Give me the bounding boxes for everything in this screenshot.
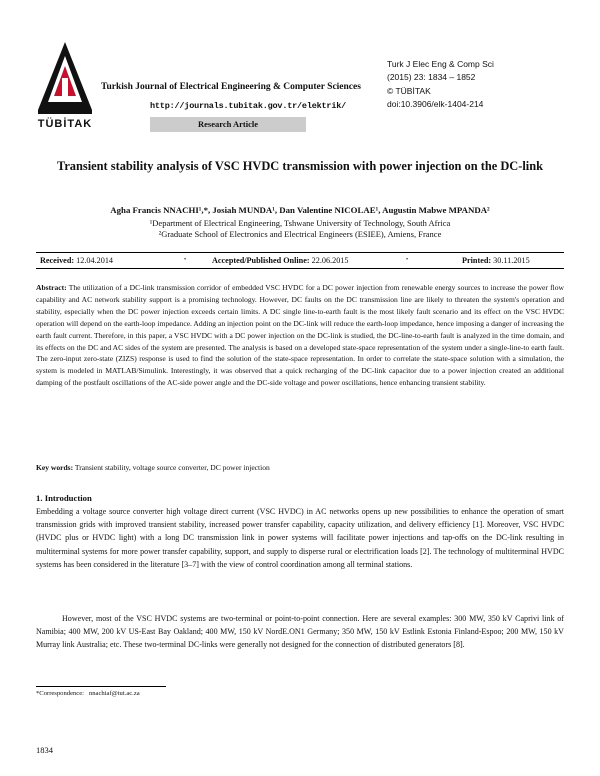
received-label: Received: — [40, 256, 75, 265]
abstract-label: Abstract: — [36, 283, 67, 292]
correspondence-email[interactable]: nnachiaf@tut.ac.za — [88, 690, 140, 697]
article-type-badge: Research Article — [150, 117, 306, 132]
keywords-text: Transient stability, voltage source converter, DC power injection — [74, 463, 270, 472]
printed-label: Printed: — [462, 256, 492, 265]
section-heading: 1. Introduction — [36, 493, 92, 503]
footnote-rule — [36, 686, 166, 687]
footnote-label: *Correspondence: — [36, 690, 84, 697]
citation-block — [387, 58, 494, 112]
received-date — [40, 256, 113, 265]
accepted-date — [212, 256, 348, 265]
citation-volume: (2015) 23: 1834 – 1852 — [387, 72, 476, 83]
logo-text: TÜBİTAK — [37, 118, 93, 130]
body-paragraph: Embedding a voltage source converter high voltage direct current (VSC HVDC) in AC networks opens up new possibilities to enhance the operation of smart transmission grids with improved transient stability, increased power transfer capability, capacity utilization, and delivery efficiency [1]. Moreover, VSC HVDC (HVDC plus or HVDC light) with a long DC transmission link in power systems will facilitate power injections and tap-offs on the DC-link resulting in multiterminal systems for more power transfer capability, support, and supply to disperse rural or electrification loads [2]. The technology of multiterminal HVDC systems has been considered in the literature [3–7] with the view of control coordination among all terminal stations. — [36, 507, 564, 569]
dates-top-rule — [36, 252, 564, 253]
author-list: Agha Francis NNACHI¹,*, Josiah MUNDA¹, Dan Valentine NICOLAE¹, Augustin Mabwe MPANDA² — [110, 205, 490, 215]
dates-bottom-rule — [36, 268, 564, 269]
journal-url-link[interactable]: http://journals.tubitak.gov.tr/elektrik/ — [150, 101, 347, 111]
printed-date — [462, 256, 530, 265]
affiliation-2: ²Graduate School of Electronics and Electrical Engineers (ESIEE), Amiens, France — [158, 229, 442, 239]
page-number: 1834 — [36, 745, 53, 755]
body-paragraph: However, most of the VSC HVDC systems are two-terminal or point-to-point connection. Here are several examples: 300 MW, 350 kV Caprivi link of Namibia; 400 MW, 200 kV US-East Bay Oakland; 400 MW, 150 kV NordE.ON1 Germany; 350 MW, 150 kV Estlink Estonia Finland-Espoo; 200 MW, 150 kV Murray link Australia; etc. These two-terminal DC-links were generally not designed for the connection of distributed generators [8]. — [36, 614, 564, 650]
keywords-label: Key words: — [36, 463, 74, 472]
printed-value: 30.11.2015 — [493, 256, 530, 265]
journal-name: Turkish Journal of Electrical Engineering & Computer Sciences — [101, 82, 361, 92]
citation-doi[interactable]: doi:10.3906/elk-1404-214 — [387, 99, 484, 110]
date-separator: • — [406, 257, 409, 263]
citation-copyright: © TÜBİTAK — [387, 85, 431, 96]
dates-row — [36, 256, 564, 268]
date-separator: • — [184, 257, 187, 263]
citation-journal: Turk J Elec Eng & Comp Sci — [387, 59, 494, 69]
received-value: 12.04.2014 — [76, 256, 113, 265]
abstract — [36, 282, 564, 389]
abstract-text: The utilization of a DC-link transmission corridor of embedded VSC HVDC for a DC power injection from renewable energy sources to increase the power flow capability and AC network stability support is a promising technology. However, DC faults on the DC transmission line are likely to threaten the system's operation and stability, especially when the DC power injection exceeds certain limits. A DC single line-to-earth fault is the most likely fault scenario and its effect on the VSC HVDC operation will depend on the earth-loop impedance. Adding an injection point on the DC-link will reduce the earth-loop impedance, hence imposing a danger of increasing the earth fault current. Therefore, in this paper, a VSC HVDC with a DC power injection on the DC-link is studied, the DC-line-to-earth fault is analyzed in the time domain, and its effects on the DC and AC sides of the system are presented. The analysis is based on a developed state-space representation of the system under a single-line-to earth fault. The zero-input zero-state (ZIZS) response is used to find the solution of the state-space representation. In order to correlate the state-space solution with a simulation, the system is modeled in MATLAB/Simulink. Interestingly, it was observed that a quick recharging of the DC-link capacitor due to a power injection created an additional damping of the postfault oscillations of the AC-side power angle and the DC-side voltage and power oscillations, hence enhancing transient stability. — [36, 283, 564, 388]
accepted-label: Accepted/Published Online: — [212, 256, 310, 265]
keywords — [36, 462, 564, 474]
footnote — [36, 690, 140, 697]
paper-title: Transient stability analysis of VSC HVDC transmission with power injection on the DC-link — [56, 159, 544, 173]
affiliation-1: ¹Department of Electrical Engineering, Tshwane University of Technology, South Africa — [149, 218, 451, 228]
accepted-value: 22.06.2015 — [311, 256, 349, 265]
